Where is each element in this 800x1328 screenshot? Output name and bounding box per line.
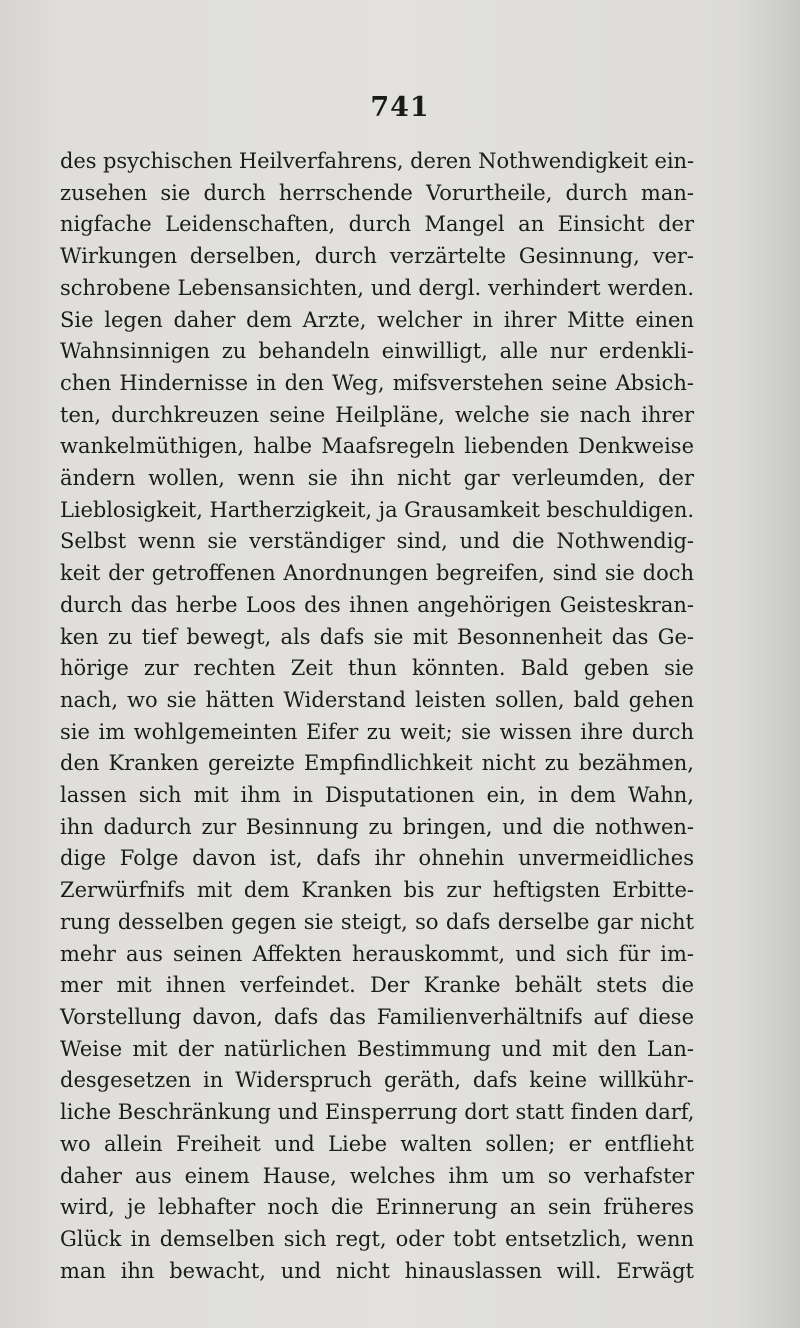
text-line: keit der getroffenen Anordnungen begreifen, sind sie doch	[60, 561, 694, 586]
text-line: Vorstellung davon, dafs das Familienverhältnifs auf diese	[60, 1004, 694, 1029]
text-line: chen Hindernisse in den Weg, mifsverstehen seine Absich-	[60, 370, 694, 395]
text-line: Selbst wenn sie verständiger sind, und die Nothwendig-	[60, 529, 694, 554]
text-line: Zerwürfnifs mit dem Kranken bis zur heftigsten Erbitte-	[60, 878, 694, 903]
text-line: ken zu tief bewegt, als dafs sie mit Besonnenheit das Ge-	[60, 624, 694, 649]
body-text	[60, 146, 694, 1287]
text-line: nach, wo sie hätten Widerstand leisten sollen, bald gehen	[60, 687, 694, 712]
text-line: Wirkungen derselben, durch verzärtelte Gesinnung, ver-	[60, 244, 694, 269]
text-line: rung desselben gegen sie steigt, so dafs derselbe gar nicht	[60, 909, 694, 934]
text-line: wird, je lebhafter noch die Erinnerung an sein früheres	[60, 1195, 694, 1220]
text-line: mehr aus seinen Affekten herauskommt, und sich für im-	[60, 941, 694, 966]
page-number: 741	[370, 92, 430, 123]
text-line: daher aus einem Hause, welches ihm um so verhafster	[60, 1163, 694, 1188]
text-line: zusehen sie durch herrschende Vorurtheile, durch man-	[60, 180, 694, 205]
text-line: sie im wohlgemeinten Eifer zu weit; sie wissen ihre durch	[60, 719, 694, 744]
text-line: wankelmüthigen, halbe Maafsregeln liebenden Denkweise	[60, 434, 694, 459]
text-line: nigfache Leidenschaften, durch Mangel an Einsicht der	[60, 212, 694, 237]
text-line: ändern wollen, wenn sie ihn nicht gar verleumden, der	[60, 466, 694, 491]
text-line: den Kranken gereizte Empfindlichkeit nicht zu bezähmen,	[60, 751, 694, 776]
text-line: mer mit ihnen verfeindet. Der Kranke behält stets die	[60, 973, 694, 998]
text-line: hörige zur rechten Zeit thun könnten. Bald geben sie	[60, 656, 694, 681]
text-line: des psychischen Heilverfahrens, deren Nothwendigkeit ein-	[60, 149, 694, 173]
text-line: Weise mit der natürlichen Bestimmung und mit den Lan-	[60, 1036, 694, 1061]
text-line: man ihn bewacht, und nicht hinauslassen will. Erwägt	[60, 1258, 694, 1283]
text-line: ten, durchkreuzen seine Heilpläne, welche sie nach ihrer	[60, 402, 694, 427]
text-line: Wahnsinnigen zu behandeln einwilligt, alle nur erdenkli-	[60, 339, 694, 364]
text-line: Glück in demselben sich regt, oder tobt entsetzlich, wenn	[60, 1226, 694, 1251]
text-line: durch das herbe Loos des ihnen angehörigen Geisteskran-	[60, 592, 694, 617]
text-line: Sie legen daher dem Arzte, welcher in ihrer Mitte einen	[60, 307, 694, 332]
text-line: desgesetzen in Widerspruch geräth, dafs keine willkühr-	[60, 1068, 694, 1093]
text-line: liche Beschränkung und Einsperrung dort statt finden darf,	[60, 1100, 695, 1125]
text-line: ihn dadurch zur Besinnung zu bringen, und die nothwen-	[60, 814, 694, 839]
text-line: dige Folge davon ist, dafs ihr ohnehin unvermeidliches	[60, 846, 694, 871]
text-line: lassen sich mit ihm in Disputationen ein, in dem Wahn,	[60, 783, 694, 808]
text-line: schrobene Lebensansichten, und dergl. verhindert werden.	[60, 275, 694, 300]
text-line: Lieblosigkeit, Hartherzigkeit, ja Grausamkeit beschuldigen.	[60, 497, 694, 522]
text-line: wo allein Freiheit und Liebe walten sollen; er entflieht	[60, 1131, 694, 1156]
